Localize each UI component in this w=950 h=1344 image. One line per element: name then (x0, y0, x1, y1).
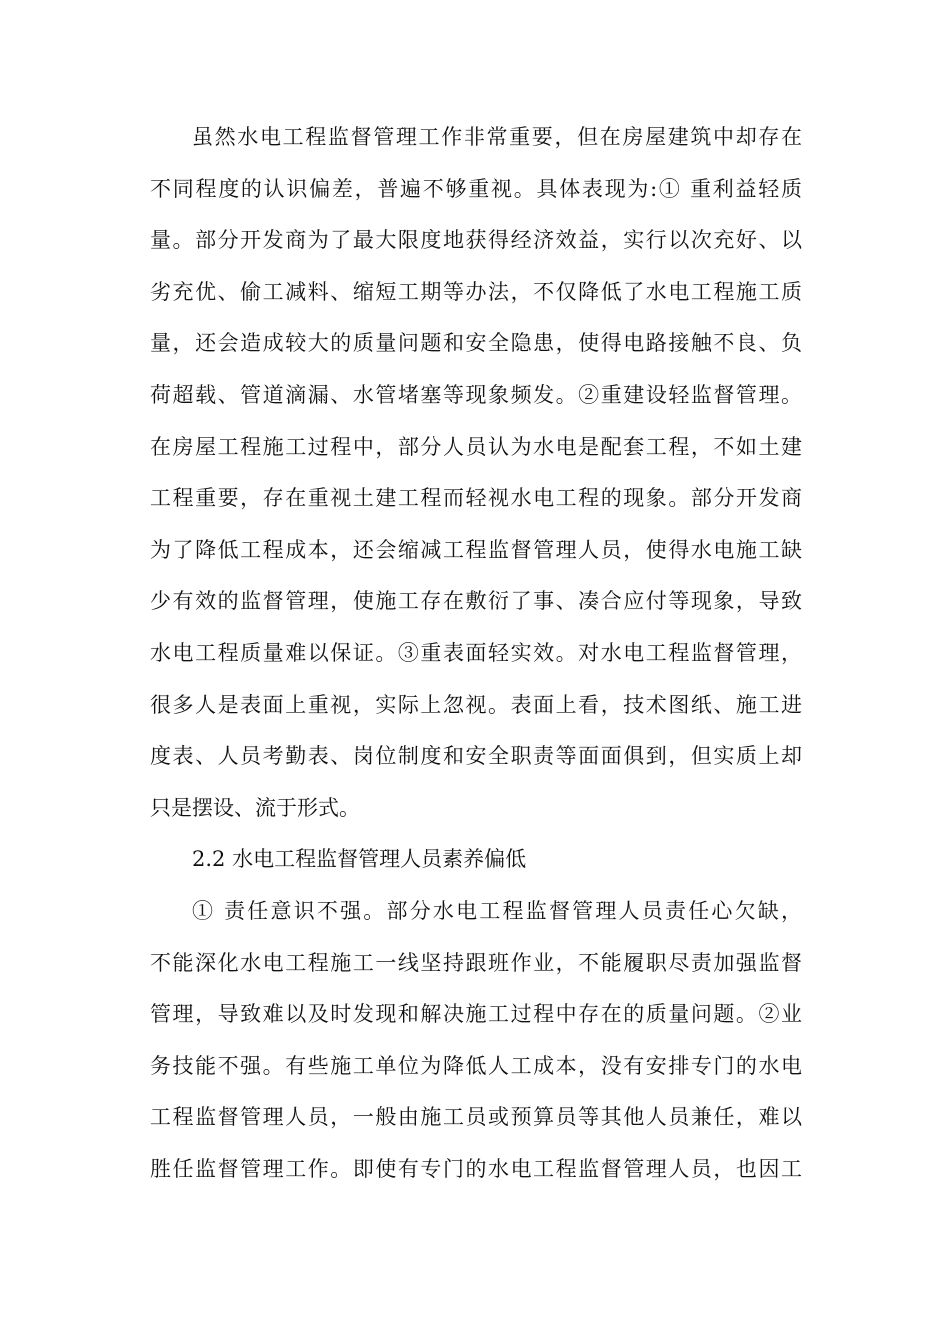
text-line: ① 责任意识不强。部分水电工程监督管理人员责任心欠缺， (192, 898, 802, 923)
text-line: 荷超载、管道滴漏、水管堵塞等现象频发。②重建设轻监督管理。 (150, 382, 802, 407)
text-line: 不能深化水电工程施工一线坚持跟班作业，不能履职尽责加强监督 (150, 950, 802, 975)
text-line: 管理，导致难以及时发现和解决施工过程中存在的质量问题。②业 (150, 1002, 802, 1027)
text-line: 务技能不强。有些施工单位为降低人工成本，没有安排专门的水电 (150, 1053, 802, 1078)
text-line: 工程监督管理人员，一般由施工员或预算员等其他人员兼任，难以 (150, 1105, 802, 1130)
text-line: 虽然水电工程监督管理工作非常重要，但在房屋建筑中却存在 (192, 125, 802, 149)
text-line: 在房屋工程施工过程中，部分人员认为水电是配套工程，不如土建 (150, 434, 802, 459)
text-line: 为了降低工程成本，还会缩减工程监督管理人员，使得水电施工缺 (150, 537, 802, 562)
text-line: 量。部分开发商为了最大限度地获得经济效益，实行以次充好、以 (150, 228, 802, 253)
text-line: 很多人是表面上重视，实际上忽视。表面上看，技术图纸、施工进 (150, 692, 802, 717)
text-line: 量，还会造成较大的质量问题和安全隐患，使得电路接触不良、负 (150, 331, 802, 356)
body-paragraph-2 (150, 886, 802, 1196)
text-line: 劣充优、偷工减料、缩短工期等办法，不仅降低了水电工程施工质 (150, 279, 802, 304)
text-line: 不同程度的认识偏差，普遍不够重视。具体表现为:① 重利益轻质 (150, 176, 802, 201)
body-paragraph-1 (150, 112, 802, 834)
section-heading-2-2: 2.2 水电工程监督管理人员素养偏低 (192, 847, 527, 872)
text-line: 水电工程质量难以保证。③重表面轻实效。对水电工程监督管理， (150, 640, 802, 665)
text-line: 工程重要，存在重视土建工程而轻视水电工程的现象。部分开发商 (150, 486, 802, 511)
text-line: 度表、人员考勤表、岗位制度和安全职责等面面俱到，但实质上却 (150, 744, 802, 769)
text-line: 少有效的监督管理，使施工存在敷衍了事、凑合应付等现象，导致 (150, 589, 802, 614)
text-line: 只是摆设、流于形式。 (150, 795, 360, 820)
text-line: 胜任监督管理工作。即使有专门的水电工程监督管理人员，也因工 (150, 1156, 802, 1181)
document-page (150, 112, 802, 1195)
